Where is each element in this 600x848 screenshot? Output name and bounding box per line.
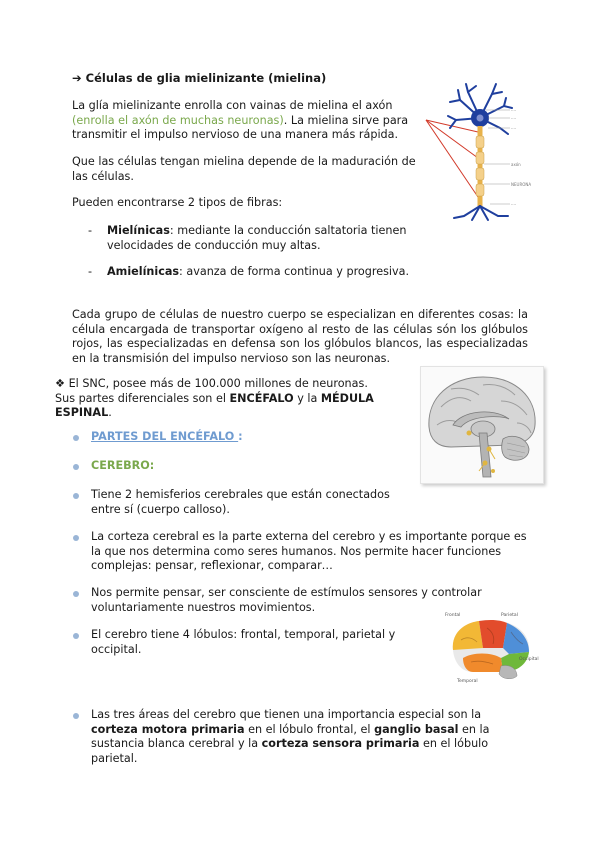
partes-encefalo-link[interactable]: PARTES DEL ENCÉFALO : (91, 430, 243, 443)
bullet-dot (73, 435, 79, 441)
bullet-dot (73, 464, 79, 470)
list-item-corteza: La corteza cerebral es la parte externa del cerebro y es importante porque es la que nos determina como seres humanos. Nos permite hacer funciones complejas: pensar, reflexionar, comparar… (91, 530, 527, 572)
svg-text:axón: axón (511, 162, 521, 167)
svg-text:Frontal: Frontal (445, 613, 461, 618)
list-item-mielinicas: - Mielínicas: mediante la conducción saltatoria tienen velocidades de conducción muy altas. (88, 224, 407, 252)
fiber-types-paragraph: Pueden encontrarse 2 tipos de fibras: (72, 196, 283, 209)
bullet-dot (73, 535, 79, 541)
svg-text:Parietal: Parietal (501, 613, 518, 618)
heading-text: Células de glia mielinizante (mielina) (85, 71, 327, 85)
svg-text:Temporal: Temporal (457, 679, 478, 684)
svg-text:····: ···· (511, 108, 517, 113)
bullet-dot (73, 591, 79, 597)
list-item-tres-areas: Las tres áreas del cerebro que tienen una importancia especial son la corteza motora primaria en el lóbulo frontal, el ganglio basal en la sustancia blanca cerebral y la corteza sensora primaria en el lóbulo parietal. (91, 708, 490, 765)
bullet-dot (73, 493, 79, 499)
cells-paragraph: Cada grupo de células de nuestro cuerpo se especializan en diferentes cosas: la célula encargada de transportar oxígeno al resto de las células són los glóbulos rojos, las especializadas en defensa son los glóbulos blancos, las especializadas en la transmisión del impulso nervioso son las neuronas. (72, 308, 528, 365)
cerebro-heading: CEREBRO: (91, 459, 155, 472)
neuron-diagram (420, 80, 538, 228)
svg-text:····: ···· (511, 126, 517, 131)
maturation-paragraph: Que las células tengan mielina depende de la maduración de las células. (72, 155, 416, 183)
arrow-icon: ➔ (72, 71, 82, 85)
brain-lobes-image (443, 610, 539, 684)
svg-text:NEURONA: NEURONA (511, 182, 532, 187)
intro-green-note: (enrolla el axón de muchas neuronas) (72, 113, 284, 127)
list-item-hemisferios: Tiene 2 hemisferios cerebrales que están conectados entre sí (cuerpo calloso). (91, 488, 390, 516)
diamond-bullet-icon: ❖ (55, 377, 66, 390)
intro-paragraph: La glía mielinizante enrolla con vainas de mielina el axón (enrolla el axón de muchas neuronas). La mielina sirve para transmitir el impulso nervioso de una manera más rápida. (72, 99, 409, 141)
snc-paragraph: ❖ El SNC, posee más de 100.000 millones de neuronas. Sus partes diferenciales son el ENCÉFALO y la MÉDULA ESPINAL. (55, 377, 374, 419)
list-item-amielinicas: - Amielínicas: avanza de forma continua y progresiva. (88, 265, 410, 278)
svg-text:Occipital: Occipital (519, 657, 539, 662)
list-item-pensar: Nos permite pensar, ser consciente de estímulos sensores y controlar voluntariamente nuestros movimientos. (91, 586, 482, 614)
bullet-dot (73, 633, 79, 639)
brain-sagittal-image (420, 366, 544, 484)
section-heading (72, 71, 326, 86)
svg-text:····: ···· (511, 116, 517, 121)
bullet-dot (73, 713, 79, 719)
svg-text:····: ···· (511, 202, 517, 207)
list-item-lobulos: El cerebro tiene 4 lóbulos: frontal, temporal, parietal y occipital. (91, 628, 396, 656)
